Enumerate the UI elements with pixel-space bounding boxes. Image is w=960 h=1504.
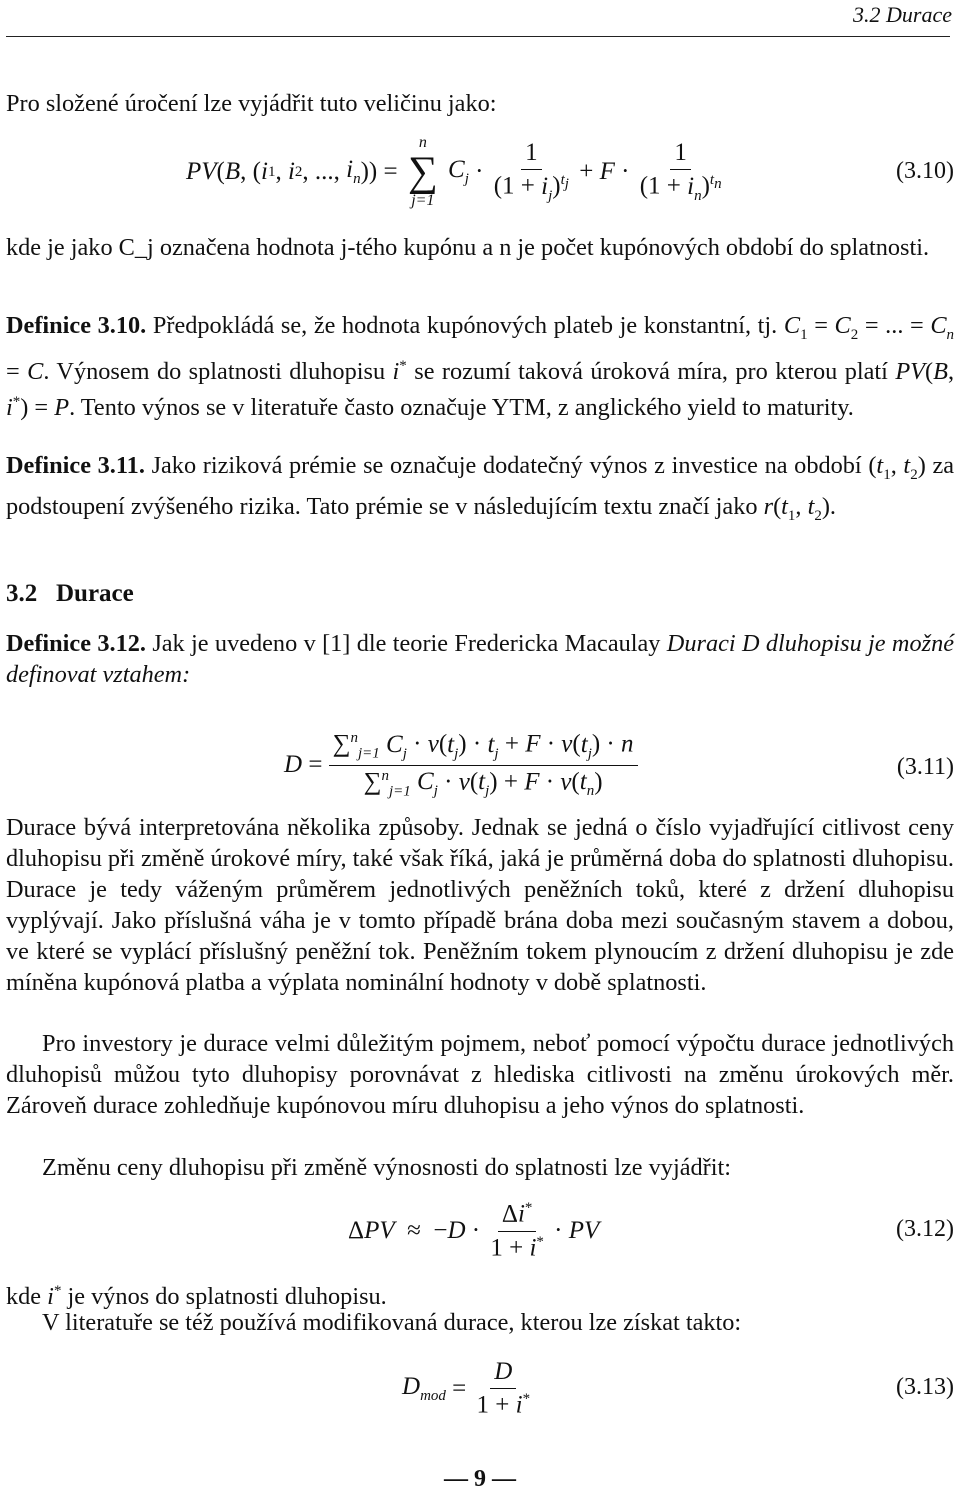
equation-number-3-10: (3.10) (896, 158, 954, 184)
running-title: 3.2 Durace (853, 2, 952, 27)
equation-number-3-13: (3.13) (896, 1374, 954, 1400)
investory-paragraph: Pro investory je durace velmi důležitým pojmem, neboť pomocí výpočtu durace jednotlivých dluhopisů můžou tyto dluhopisy porovnávat z hlediska citlivosti na změnu úrokových měr. Zároveň durace zohledňuje kupónovou míru dluhopisu a jeho výnos do splatnosti. (6, 1030, 954, 1119)
definition-text: Jako riziková prémie se označuje dodatečný výnos z investice na období (151, 452, 862, 479)
kde-paragraph: kde i* je výnos do splatnosti dluhopisu. (6, 1283, 387, 1311)
section-heading (6, 580, 134, 608)
definition-text: za podstoupení zvýšeného rizika. Tato prémie se v následujícím textu značí jako (6, 452, 955, 520)
kde-text: je výnos do splatnosti dluhopisu. (67, 1283, 387, 1311)
equation-number-3-12: (3.12) (896, 1216, 954, 1242)
definition-text-italic: Duraci D dluhopisu je možné definovat vztahem: (6, 630, 955, 688)
definition-text: Výnosem do splatnosti dluhopisu (56, 357, 386, 385)
definition-3-10: Definice 3.10. Předpokládá se, že hodnota kupónových plateb je konstantní, tj. $C_1 = C_2$ = ... = $C_n = C$. Výnosem do splatnosti dluhopisu i* se rozumí taková úroková míra, pro kterou platí PV(B, i*) = P. Tento výnos se v literatuře často označuje YTM, z anglického yield to maturity. (6, 312, 955, 422)
equation-3-10: PV ( B , ( i 1 , i 2 , ..., $i_n$ )) = n ∑ j=1 $C_j$ · $\frac{1}{(1 + i_j)^{t_j}}$ + F · $\frac{1}{(1 + i_n)^{t_n}}$ (186, 134, 722, 209)
definition-text: se rozumí taková úroková míra, pro kterou platí (414, 357, 888, 385)
durace-paragraph: Durace bývá interpretována několika způsoby. Jednak se jedná o číslo vyjadřující citlivost ceny dluhopisu při změně úrokové míry, také však říká, jaká je průměrná doba do splatnosti dluhopisu. Durace je tedy váženým průměrem jednotlivých peněžních toků, které z držení dluhopisu vyplývají. Jako příslušná váha je v tomto případě brána doba mezi současným stavem a dobou, ve které se vyplácí příslušný peněžní tok. Peněžním tokem plynoucím z držení dluhopisu je zde míněna kupónová platba a výplata nominální hodnoty v době splatnosti. (6, 814, 954, 996)
page-number: — 9 — (444, 1466, 516, 1492)
equation-number-3-11: (3.11) (896, 754, 954, 780)
literature-paragraph: V literatuře se též používá modifikovaná durace, kterou lze získat takto: (42, 1309, 742, 1336)
intro-paragraph: Pro složené úročení lze vyjádřit tuto veličinu jako: (6, 90, 497, 117)
paragraph-after-3-10: kde je jako C_j označena hodnota j-tého kupónu a n je počet kupónových období do splatnosti. (6, 234, 930, 261)
definition-3-11: Definice 3.11. Jako riziková prémie se označuje dodatečný výnos z investice na období ($t_1$, $t_2$) za podstoupení zvýšeného rizika. Tato prémie se v následujícím textu značí jako $r(t_1$, $t_2$). (6, 452, 955, 524)
zmenu-paragraph: Změnu ceny dluhopisu při změně výnosnosti do splatnosti lze vyjádřit: (42, 1154, 731, 1181)
definition-text: Tento výnos se v literatuře často označuje YTM, z anglického yield to maturity. (80, 394, 854, 422)
kde-prefix: kde (6, 1283, 42, 1311)
equation-3-12: Δ PV ≈ − D · $\frac{\Delta i^*}{1 + i^*}$ · PV (348, 1200, 600, 1261)
definition-3-12 (6, 628, 954, 690)
running-header (0, 0, 956, 36)
equation-3-13: $D_{mod}$ = $\frac{D}{1 + i^*}$ (402, 1358, 531, 1419)
definition-label: Definice 3.11. (6, 452, 145, 479)
equation-3-11: D = $\frac{\sum^n_{j=1} C_j \cdot v(t_j) \cdot t_j + F \cdot v(t_j) \cdot n}{\sum^n_{j=1} C_j \cdot v(t_j) + F \cdot v(t_n)}$ (284, 724, 638, 806)
section-number: 3.2 (6, 580, 38, 607)
section-title: Durace (56, 580, 134, 607)
definition-label: Definice 3.12. (6, 630, 146, 657)
definition-text: Jak je uvedeno v [1] dle teorie Fredericka Macaulay (152, 630, 661, 657)
header-rule (6, 36, 950, 37)
definition-text: Předpokládá se, že hodnota kupónových plateb je konstantní, tj. (152, 312, 778, 339)
definition-label: Definice 3.10. (6, 312, 147, 339)
